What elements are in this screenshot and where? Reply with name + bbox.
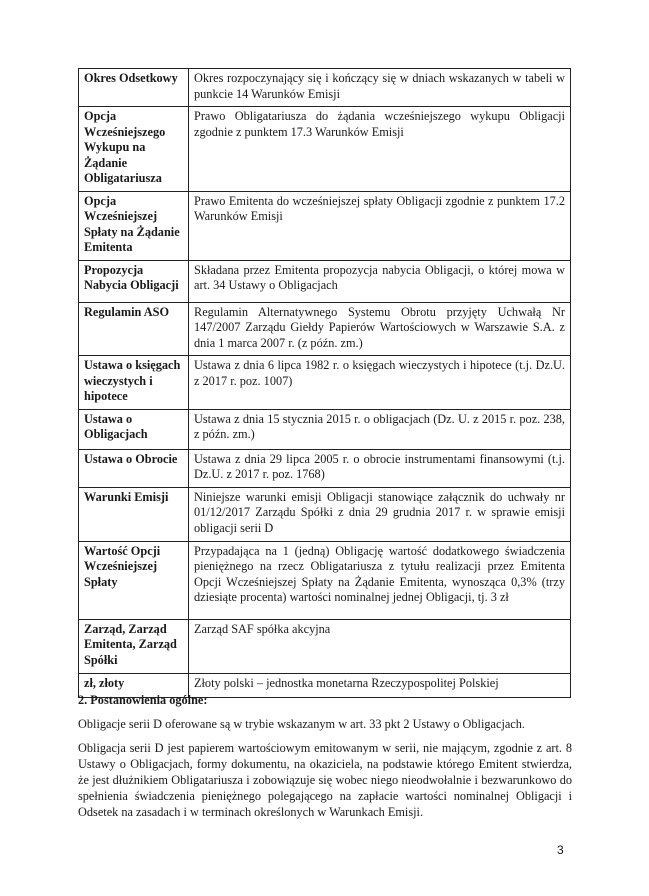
definition-text: Składana przez Emitenta propozycja nabycia Obligacji, o której mowa w art. 34 Ustawy o Obligacjach [189,260,571,302]
table-row [79,260,571,302]
table-row [79,487,571,541]
definition-term: Ustawa o Obligacjach [79,409,189,449]
definition-text: Okres rozpoczynający się i kończący się w dniach wskazanych w tabeli w punkcie 14 Warunków Emisji [189,69,571,107]
definition-term: Regulamin ASO [79,302,189,356]
definition-text: Regulamin Alternatywnego Systemu Obrotu przyjęty Uchwałą Nr 147/2007 Zarządu Giełdy Papierów Wartościowych w Warszawie S.A. z dnia 1 marca 2007 r. (z późn. zm.) [189,302,571,356]
table-row [79,69,571,107]
definition-term: Warunki Emisji [79,487,189,541]
definition-term: Opcja Wcześniejszego Wykupu na Żądanie Obligatariusza [79,107,189,192]
page-number: 3 [557,843,564,857]
table-row [79,356,571,410]
definition-text: Przypadająca na 1 (jedną) Obligację wartość dodatkowego świadczenia pieniężnego na rzecz Obligatariusza z tytułu realizacji przez Emitenta Opcji Wcześniejszej Spłaty na Żądanie Emitenta, wynosząca 0,3% (trzy dziesiąte procenta) wartości nominalnej jednej Obligacji, tj. 3 zł [189,541,571,619]
paragraph: Obligacje serii D oferowane są w trybie wskazanym w art. 33 pkt 2 Ustawy o Obligacjach. [78,717,525,731]
definition-term: zł, złoty [79,673,189,697]
definition-text: Zarząd SAF spółka akcyjna [189,619,571,673]
table-row [79,409,571,449]
table-row [79,302,571,356]
definition-term: Ustawa o księgach wieczystych i hipotece [79,356,189,410]
table-row [79,541,571,619]
paragraph: Obligacja serii D jest papierem wartościowym emitowanym w serii, nie mającym, zgodnie z art. 8 Ustawy o Obligacjach, formy dokumentu, na okaziciela, na podstawie którego Emitent stwierdza, że jest dłużnikiem Obligatariusza i zobowiązuje się wobec niego nieodwołalnie i bezwarunkowo do spełnienia świadczenia pieniężnego polegającego na zapłacie wartości nominalnej Obligacji i Odsetek na zasadach i w terminach określonych w Warunkach Emisji. [78,741,572,819]
definitions-table [78,68,571,698]
definition-term: Wartość Opcji Wcześniejszej Spłaty [79,541,189,619]
definition-text: Prawo Obligatariusza do żądania wcześniejszego wykupu Obligacji zgodnie z punktem 17.3 Warunków Emisji [189,107,571,192]
definition-text: Ustawa z dnia 15 stycznia 2015 r. o obligacjach (Dz. U. z 2015 r. poz. 238, z późn. zm.) [189,409,571,449]
definition-text: Ustawa z dnia 29 lipca 2005 r. o obrocie instrumentami finansowymi (t.j. Dz.U. z 2017 r. poz. 1768) [189,449,571,487]
definition-term: Ustawa o Obrocie [79,449,189,487]
definition-text: Ustawa z dnia 6 lipca 1982 r. o księgach wieczystych i hipotece (t.j. Dz.U. z 2017 r. poz. 1007) [189,356,571,410]
definition-text: Złoty polski – jednostka monetarna Rzeczypospolitej Polskiej [189,673,571,697]
table-row [79,619,571,673]
definition-text: Niniejsze warunki emisji Obligacji stanowiące załącznik do uchwały nr 01/12/2017 Zarządu Spółki z dnia 29 grudnia 2017 r. w sprawie emisji obligacji serii D [189,487,571,541]
definition-term: Zarząd, Zarząd Emitenta, Zarząd Spółki [79,619,189,673]
definition-text: Prawo Emitenta do wcześniejszej spłaty Obligacji zgodnie z punktem 17.2 Warunków Emisji [189,191,571,260]
table-row [79,191,571,260]
definition-term: Propozycja Nabycia Obligacji [79,260,189,302]
table-row [79,107,571,192]
definition-term: Opcja Wcześniejszej Spłaty na Żądanie Emitenta [79,191,189,260]
section-heading: 2. Postanowienia ogólne: [78,693,208,707]
definition-term: Okres Odsetkowy [79,69,189,107]
table-row [79,449,571,487]
